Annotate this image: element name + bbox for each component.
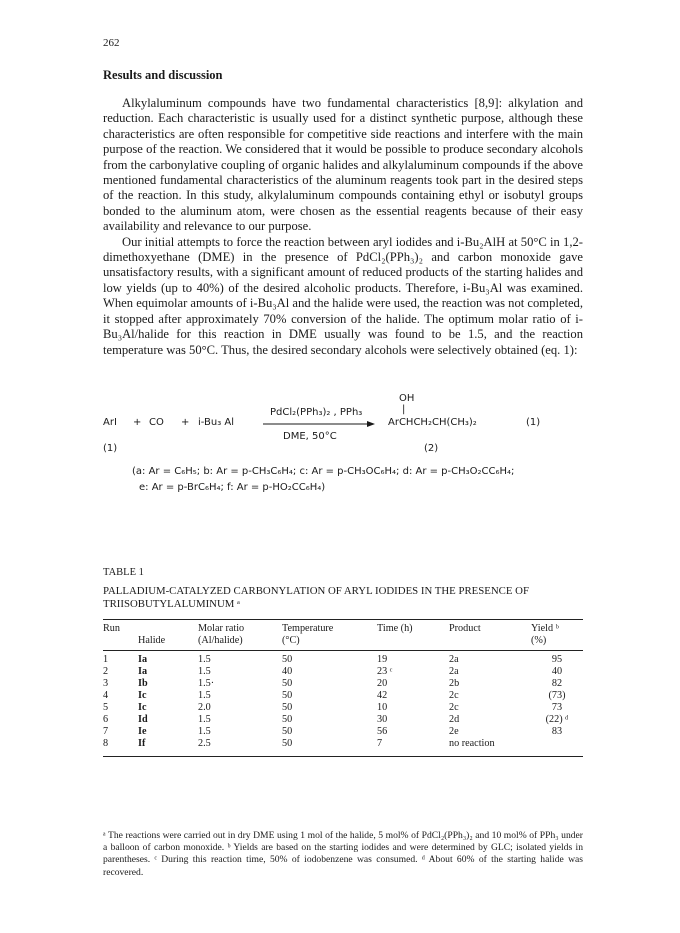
cell-product: 2a [449,666,459,677]
cell-time: 20 [377,678,388,689]
cell-time: 30 [377,714,388,725]
product-bond: | [402,404,406,415]
cell-product: 2b [449,678,460,689]
cell-temperature: 50 [282,726,293,737]
header-yield-unit: (%) [531,635,583,651]
cell-temperature: 50 [282,702,293,713]
results-table [103,619,583,757]
cell-temperature: 50 [282,738,377,757]
header-yield: Yield ᵇ [531,620,583,636]
cell-product: 2d [449,714,460,725]
cell-time: 10 [377,702,388,713]
paragraph-2: Our initial attempts to force the reaction between aryl iodides and i-Bu₂AlH at 50°C in 1,2-dimethoxyethane (DME) in the presence of PdCl₂(PPh₃)₂ and carbon monoxide gave unsatisfactory results, with a significant amount of reduced products of the starting halides and low yields (up to 40%) of the desired alcoholic products. Therefore, i-Bu₃Al was examined. When equimolar amounts of i-Bu₃Al and the halide were used, the reaction was not completed, it stopped after approximately 70% conversion of the halide. The optimum molar ratio of i-Bu₃Al/halide for this reaction in DME usually was found to be 1.5, and the reaction temperature was 50°C. Thus, the desired secondary alcohols were selectively obtained (eq. 1): [103,234,584,357]
aryl-definitions-line-2: e: Ar = p-BrC₆H₄; f: Ar = p-HO₂CC₆H₄) [139,482,326,493]
cell-temperature: 40 [282,666,293,677]
cell-temperature: 50 [282,690,293,701]
cell-halide: Ia [138,654,148,665]
header-temperature-unit: (°C) [282,635,377,651]
table-row [103,726,583,738]
table-subheader-row [103,635,583,651]
cell-run: 7 [103,726,109,737]
cell-run: 1 [103,654,109,665]
cell-run: 3 [103,678,109,689]
cell-run: 4 [103,690,109,701]
header-molar-ratio-unit: (Al/halide) [198,635,282,651]
cell-ratio: 1.5 [198,714,211,725]
cell-product: 2c [449,702,459,713]
section-heading: Results and discussion [103,68,223,82]
header-temperature: Temperature [282,620,377,636]
cell-ratio: 1.5 [198,666,211,677]
plus-sign-2: + [181,417,190,428]
cell-ratio: 1.5 [198,726,211,737]
aryl-definitions-line-1: (a: Ar = C₆H₅; b: Ar = p-CH₃C₆H₄; c: Ar = p-CH₃OC₆H₄; d: Ar = p-CH₃O₂CC₆H₄; [132,466,515,477]
cell-yield: (73) [548,690,566,701]
reactant-aryl-iodide: ArI [103,417,117,428]
header-halide-spacer [138,620,198,636]
cell-yield: (22) ᵈ [545,714,569,725]
cell-product: 2e [449,726,459,737]
page-number: 262 [103,37,120,49]
cell-time: 7 [377,738,449,757]
table-header-row [103,620,583,636]
cell-halide: If [138,738,198,757]
cell-run: 6 [103,714,109,725]
cell-product: no reaction [449,738,531,757]
table-footnotes: ᵃ The reactions were carried out in dry DME using 1 mol of the halide, 5 mol% of PdCl₂(PPh₃)₂ and 10 mol% of PPh₃ under a balloon of carbon monoxide. ᵇ Yields are based on the starting iodides and were determined by GLC; isolated yields in parentheses. ᶜ During this reaction time, 50% of iodobenzene was consumed. ᵈ About 60% of the starting halide was recovered. [103,830,583,878]
reactant-triisobutylaluminum: i-Bu₃ Al [198,417,235,428]
reactant-compound-label: (1) [103,443,118,454]
cell-time: 56 [377,726,388,737]
reaction-arrow-icon [263,419,375,429]
cell-product: 2c [449,690,459,701]
cell-ratio: 1.5· [198,678,215,689]
cell-yield: 40 [551,666,563,677]
product-formula: ArCHCH₂CH(CH₃)₂ [388,417,477,428]
cell-halide: Ic [138,690,147,701]
table-label: TABLE 1 [103,567,144,578]
cell-halide: Ie [138,726,147,737]
table-title: PALLADIUM-CATALYZED CARBONYLATION OF ARYL IODIDES IN THE PRESENCE OF TRIISOBUTYLALUMINUM ᵃ [103,585,529,610]
cell-ratio: 1.5 [198,690,211,701]
reaction-scheme [103,393,583,523]
table-row [103,702,583,714]
cell-temperature: 50 [282,714,293,725]
cell-yield: 82 [551,678,563,689]
cell-ratio: 1.5 [198,654,211,665]
table-row [103,666,583,678]
cell-time: 23 ᶜ [377,666,393,677]
cell-temperature: 50 [282,678,293,689]
cell-ratio: 2.5 [198,738,282,757]
cell-halide: Ic [138,702,147,713]
cell-run: 2 [103,666,109,677]
cell-run: 5 [103,702,109,713]
cell-time: 19 [377,654,388,665]
header-product: Product [449,620,531,636]
cell-yield: 73 [551,702,563,713]
paragraph-1: Alkylaluminum compounds have two fundamental characteristics [8,9]: alkylation and reduction. Each characteristic is usually used for a distinct synthetic purpose, although these characteristics are often responsible for competitive side reactions and interfere with the main purpose of the reaction. We considered that it would be possible to produce secondary alcohols from the carbonylative coupling of organic halides and alkylaluminum compounds if the above mentioned fundamental characteristics of the aluminum reagents took part in the desired steps of the reaction. In this study, alkylaluminum compounds containing ethyl or isobutyl groups bonded to the aluminum atom, were chosen as the essential reagents because of their easy availability and relevance to our purpose. [103,96,583,234]
header-run: Run [103,620,138,636]
cell-ratio: 2.0 [198,702,211,713]
subheader-run-spacer [103,635,138,651]
product-compound-label: (2) [424,443,439,454]
cell-yield [531,738,583,757]
plus-sign-1: + [133,417,142,428]
cell-halide: Ib [138,678,148,689]
header-molar-ratio: Molar ratio [198,620,282,636]
cell-halide: Id [138,714,148,725]
cell-run: 8 [103,738,138,757]
cell-yield: 95 [551,654,563,665]
table-row [103,651,583,667]
equation-number: (1) [526,417,541,428]
subheader-time-spacer [377,635,449,651]
header-time: Time (h) [377,620,449,636]
subheader-product-spacer [449,635,531,651]
body-text [103,96,583,358]
cell-temperature: 50 [282,654,293,665]
cell-product: 2a [449,654,459,665]
header-halide: Halide [138,635,198,651]
table-row [103,690,583,702]
table-row [103,714,583,726]
table-row [103,678,583,690]
cell-time: 42 [377,690,388,701]
cell-yield: 83 [551,726,563,737]
catalyst-label: PdCl₂(PPh₃)₂ , PPh₃ [270,407,363,418]
product-oh-label: OH [399,393,415,404]
table-row [103,738,583,757]
reactant-co: CO [149,417,164,428]
cell-halide: Ia [138,666,148,677]
conditions-label: DME, 50°C [283,431,337,442]
